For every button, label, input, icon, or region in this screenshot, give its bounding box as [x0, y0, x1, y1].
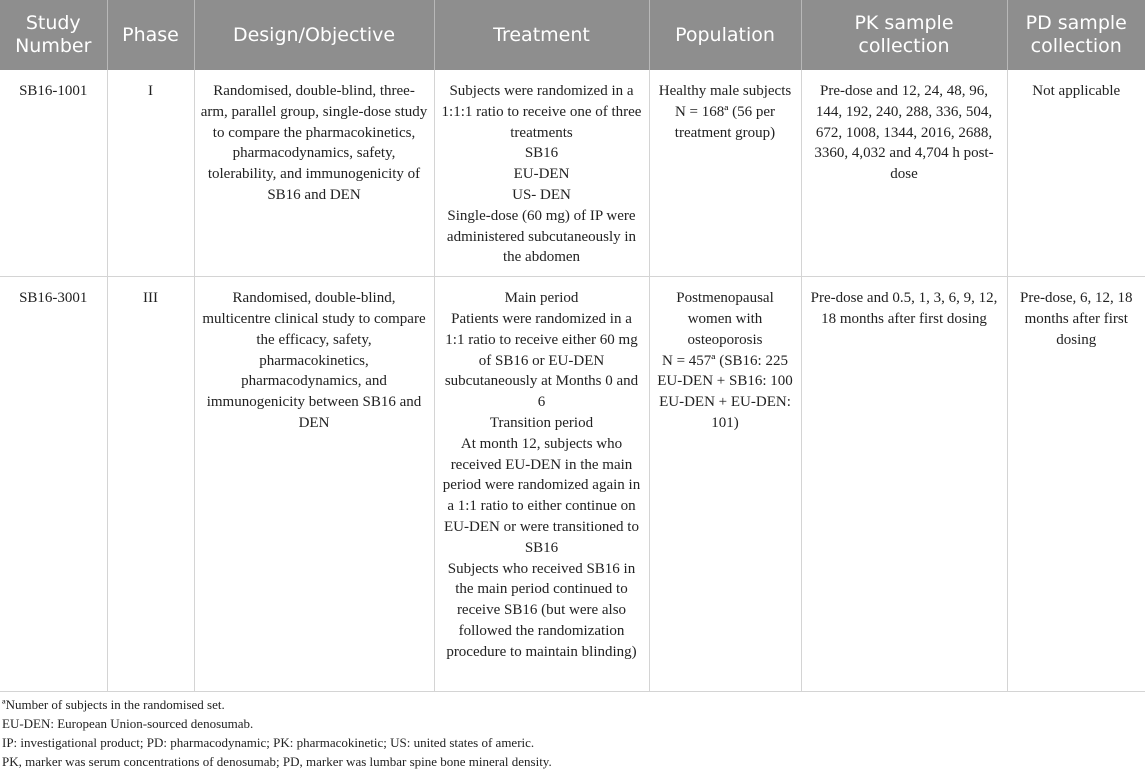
- cell-pk-sample-collection: [801, 277, 1007, 692]
- table-row: [0, 70, 1145, 277]
- cell-text: Subjects who received SB16 in the main period continued to receive SB16 (but were also followed the randomization procedure to maintain blinding): [446, 560, 637, 660]
- cell-text: N = 457ª (SB16: 225: [662, 352, 788, 369]
- cell-pk-sample-collection: [801, 70, 1007, 277]
- header-phase: [107, 0, 194, 70]
- header-pd-sample-collection: [1007, 0, 1145, 70]
- header-study-number: [0, 0, 107, 70]
- cell-text: Pre-dose and 12, 24, 48, 96, 144, 192, 240, 288, 336, 504, 672, 1008, 1344, 2016, 2688, 3360, 4,032 and 4,704 h post-dose: [814, 83, 994, 183]
- cell-text: Single-dose (60 mg) of IP were administered subcutaneously in the abdomen: [446, 207, 637, 266]
- header-line: PK sample: [854, 12, 954, 34]
- header-line: collection: [858, 35, 950, 57]
- header-line: Treatment: [493, 23, 590, 46]
- header-line: Number: [15, 35, 92, 57]
- cell-treatment: [434, 70, 649, 277]
- cell-text: Main period: [504, 290, 579, 307]
- header-line: Design/Objective: [232, 23, 396, 46]
- cell-text: US- DEN: [512, 186, 571, 203]
- cell-text: Patients were randomized in a 1:1 ratio to receive either 60 mg of SB16 or EU-DEN subcutaneously at Months 0 and 6: [444, 310, 639, 411]
- header-line: Study: [25, 12, 81, 34]
- cell-phase: [107, 70, 194, 277]
- footnotes: [2, 695, 552, 771]
- cell-study-number: [0, 70, 107, 277]
- cell-text: Healthy male subjects: [658, 83, 792, 99]
- cell-text: Pre-dose and 0.5, 1, 3, 6, 9, 12, 18 months after first dosing: [810, 290, 998, 327]
- cell-text: Pre-dose, 6, 12, 18 months after first dosing: [1020, 290, 1133, 348]
- header-line: collection: [1030, 35, 1122, 57]
- table-header-row: [0, 0, 1145, 70]
- cell-text: III: [143, 290, 158, 307]
- cell-pd-sample-collection: [1007, 70, 1145, 277]
- cell-population: [649, 70, 801, 277]
- cell-text: EU-DEN: [513, 166, 570, 183]
- cell-text: Randomised, double-blind, three-arm, parallel group, single-dose study to compare the pharmacokinetics, pharmacodynamics, safety, tolerability, and immunogenicity of SB16 and DEN: [200, 83, 428, 203]
- cell-design-objective: [194, 277, 434, 692]
- cell-text: N = 168ª (56 per treatment group): [674, 103, 776, 141]
- cell-text: SB16-1001: [19, 83, 88, 99]
- footnote: EU-DEN: European Union-sourced denosumab.: [2, 716, 254, 731]
- cell-treatment: [434, 277, 649, 692]
- cell-text: SB16: [524, 145, 559, 162]
- cell-phase: [107, 277, 194, 692]
- header-pk-sample-collection: [801, 0, 1007, 70]
- header-line: PD sample: [1025, 12, 1127, 34]
- cell-study-number: [0, 277, 107, 692]
- cell-population: [649, 277, 801, 692]
- header-population: [649, 0, 801, 70]
- cell-text: Subjects were randomized in a 1:1:1 ratio to receive one of three treatments: [441, 83, 642, 141]
- header-line: Phase: [122, 23, 179, 46]
- cell-text: At month 12, subjects who received EU-DEN in the main period were randomized again in a 1:1 ratio to either continue on EU-DEN or were transitioned to SB16: [442, 435, 641, 556]
- cell-design-objective: [194, 70, 434, 277]
- cell-text: Not applicable: [1032, 83, 1121, 99]
- table-row: [0, 277, 1145, 692]
- cell-text: I: [148, 83, 153, 99]
- cell-text: Randomised, double-blind, multicentre clinical study to compare the efficacy, safety, pharmacokinetics, pharmacodynamics, and immunogenicity between SB16 and DEN: [202, 290, 426, 431]
- cell-text: Postmenopausal women with osteoporosis: [676, 290, 774, 348]
- cell-text: Transition period: [489, 414, 594, 431]
- cell-pd-sample-collection: [1007, 277, 1145, 692]
- cell-text: SB16-3001: [19, 290, 88, 307]
- footnote: IP: investigational product; PD: pharmacodynamic; PK: pharmacokinetic; US: united states of americ.: [2, 735, 535, 750]
- footnote: PK, marker was serum concentrations of denosumab; PD, marker was lumbar spine bone mineral density.: [2, 754, 552, 769]
- cell-text: EU-DEN + EU-DEN: 101): [659, 394, 791, 431]
- header-treatment: [434, 0, 649, 70]
- header-line: Population: [675, 23, 775, 46]
- footnote: ªNumber of subjects in the randomised set.: [2, 697, 225, 712]
- cell-text: EU-DEN + SB16: 100: [657, 373, 793, 390]
- table-body: [0, 70, 1145, 692]
- header-design-objective: [194, 0, 434, 70]
